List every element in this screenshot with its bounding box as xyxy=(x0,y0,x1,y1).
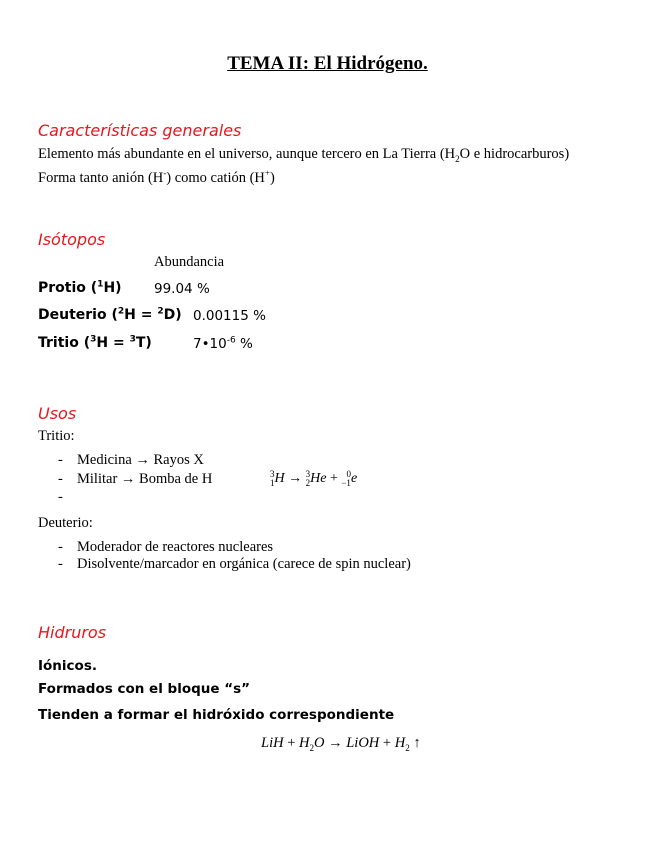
isotope-name-tritio: Tritio ($^3$H = $^3$T) xyxy=(38,334,152,351)
tritio-item-medicina: Medicina → Rayos X xyxy=(77,452,204,468)
hidruros-formados: Formados con el bloque “s” xyxy=(38,681,251,697)
isotope-value-tritio: $7•10^{-6}$ % xyxy=(193,335,253,352)
tritio-item-militar: Militar → Bomba de H xyxy=(77,471,213,487)
page-title: TEMA II: El Hidrógeno. xyxy=(227,53,428,74)
abundancia-label: Abundancia xyxy=(154,254,225,270)
bullet-dash: - xyxy=(58,556,63,572)
isotope-name-protio: Protio ($^1$H) xyxy=(38,279,122,296)
caracteristicas-line-1: Elemento más abundante en el universo, aunque tercero en La Tierra ($H_2O$ e hidrocarburos) xyxy=(38,146,570,164)
caracteristicas-line-2: Forma tanto anión (H-) como catión (H+) xyxy=(38,168,275,186)
deuterio-item-moderador: Moderador de reactores nucleares xyxy=(77,539,274,555)
section-heading-isotopos: Isótopos xyxy=(38,230,106,249)
bullet-dash: - xyxy=(58,489,63,505)
bullet-dash: - xyxy=(58,452,63,468)
section-heading-caracteristicas: Características generales xyxy=(38,121,242,140)
bullet-dash: - xyxy=(58,539,63,555)
section-heading-usos: Usos xyxy=(38,404,77,423)
deuterio-item-disolvente: Disolvente/marcador en orgánica (carece de spin nuclear) xyxy=(77,556,411,572)
section-heading-hidruros: Hidruros xyxy=(38,623,107,642)
isotope-value-deuterio: 0.00115 % xyxy=(193,308,266,324)
deuterio-label: Deuterio: xyxy=(38,515,93,531)
hidruros-tienden: Tienden a formar el hidróxido correspondiente xyxy=(38,707,395,723)
bullet-dash: - xyxy=(58,471,63,487)
isotope-name-deuterio: Deuterio ($^2$H = $^2$D) xyxy=(38,306,182,323)
tritio-label: Tritio: xyxy=(38,428,75,444)
hydride-equation: LiH + $H_2O$ → LiOH + $H_2$ ↑ xyxy=(261,735,421,753)
nuclear-reaction: 3 1 H → 3 2 He + 0 −1 e xyxy=(270,469,358,488)
hidruros-ionicos: Iónicos. xyxy=(38,658,97,674)
isotope-value-protio: 99.04 % xyxy=(154,281,210,297)
